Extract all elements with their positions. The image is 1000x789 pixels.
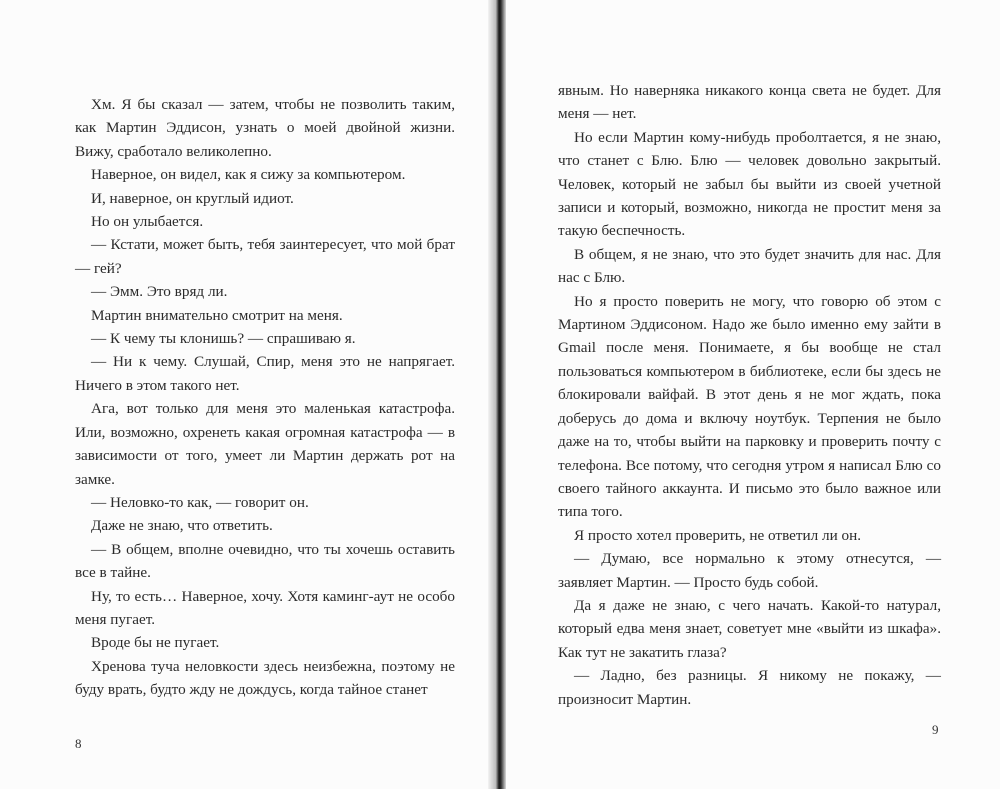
paragraph: Даже не знаю, что ответить.	[91, 517, 273, 535]
paragraph: Наверное, он видел, как я сижу за компьютером.	[91, 166, 406, 184]
paragraph: Но я просто поверить не могу, что говорю об этом с Мартином Эддисоном. Надо же было именно ему зайти в Gmail после меня. Понимаете, я бы вообще не стал пользоваться компьютером в библиотеке, если бы здесь не блокировали вайфай. В этот день я не мог ждать, пока доберусь до дома и включу ноутбук. Терпения не было даже на то, чтобы выйти на парковку и проверить почту с телефона. Все потому, что сегодня утром я написал Блю со своего тайного аккаунта. И письмо это было важное или типа того.	[558, 292, 941, 521]
paragraph: — Ни к чему. Слушай, Спир, меня это не напрягает. Ничего в этом такого нет.	[75, 353, 455, 394]
paragraph: — В общем, вполне очевидно, что ты хочешь оставить все в тайне.	[75, 540, 455, 582]
left-page-text	[75, 93, 455, 702]
paragraph: Хм. Я бы сказал — затем, чтобы не позволить таким, как Мартин Эддисон, узнать о моей двойной жизни. Вижу, сработало великолепно.	[75, 96, 455, 160]
paragraph: Вроде бы не пугает.	[91, 634, 220, 652]
right-page	[506, 0, 1000, 789]
paragraph: Ну, то есть… Наверное, хочу. Хотя каминг-аут не особо меня пугает.	[75, 587, 455, 628]
paragraph: — Эмм. Это вряд ли.	[91, 283, 228, 301]
paragraph: — Ладно, без разницы. Я никому не покажу, — произносит Мартин.	[558, 667, 941, 708]
paragraph: В общем, я не знаю, что это будет значить для нас. Для нас с Блю.	[558, 245, 941, 287]
paragraph: Я просто хотел проверить, не ответил ли он.	[574, 526, 862, 544]
page-number-left: 8	[75, 736, 82, 751]
paragraph: И, наверное, он круглый идиот.	[91, 189, 294, 207]
left-page	[0, 0, 494, 789]
paragraph: — Неловко-то как, — говорит он.	[91, 493, 309, 511]
paragraph: Но если Мартин кому-нибудь проболтается, я не знаю, что станет с Блю. Блю — человек довольно закрытый. Человек, который не забыл бы выйти из своей учетной записи и который, возможно, никогда не простит меня за такую беспечность.	[558, 128, 941, 240]
paragraph: — Думаю, все нормально к этому отнесутся, — заявляет Мартин. — Просто будь собой.	[558, 550, 941, 591]
paragraph: Но он улыбается.	[91, 213, 204, 231]
paragraph: Ага, вот только для меня это маленькая катастрофа. Или, возможно, охренеть какая огромная катастрофа — в зависимости от того, умеет ли Мартин держать рот на замке.	[75, 400, 455, 488]
paragraph: — К чему ты клонишь? — спрашиваю я.	[91, 330, 356, 348]
paragraph: Хренова туча неловкости здесь неизбежна, поэтому не буду врать, будто жду не дождусь, когда тайное станет	[75, 657, 455, 699]
paragraph: Мартин внимательно смотрит на меня.	[91, 306, 343, 324]
paragraph: — Кстати, может быть, тебя заинтересует, что мой брат — гей?	[75, 236, 455, 277]
right-page-text	[558, 79, 941, 711]
page-number-right: 9	[932, 722, 939, 737]
paragraph: Да я даже не знаю, с чего начать. Какой-то натурал, который едва меня знает, советует мне «выйти из шкафа». Как тут не закатить глаза?	[558, 596, 941, 661]
paragraph: явным. Но наверняка никакого конца света не будет. Для меня — нет.	[558, 82, 941, 123]
